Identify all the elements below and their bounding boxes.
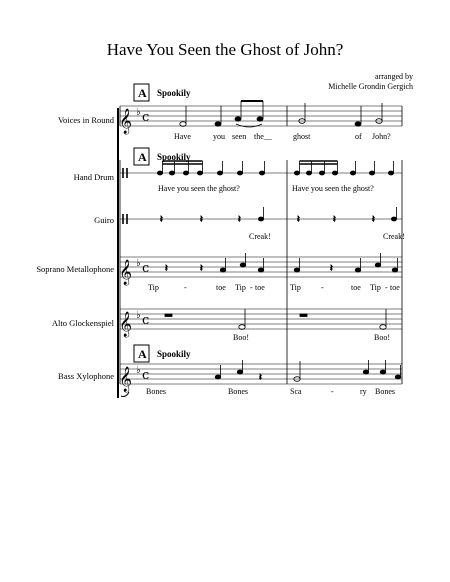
svg-text:𝄽: 𝄽	[333, 215, 336, 225]
percussion-clef-icons	[123, 168, 127, 224]
tempo-marking: Spookily	[157, 349, 191, 359]
xylophone-notes	[215, 360, 401, 383]
lyric: -	[184, 283, 187, 292]
rehearsal-mark: A	[138, 150, 147, 164]
lyric: you	[213, 132, 225, 141]
svg-text:𝄽: 𝄽	[165, 264, 168, 274]
tempo-marking: Spookily	[157, 152, 191, 162]
svg-text:𝄽: 𝄽	[372, 215, 375, 225]
lyric: Boo!	[233, 333, 249, 342]
lyric: Creak!	[383, 232, 405, 241]
lyric: -	[331, 387, 334, 396]
instrument-guiro: Guiro	[94, 215, 114, 225]
staff-lines	[120, 106, 402, 384]
lyric: seen	[232, 132, 247, 141]
metallophone-notes	[165, 253, 398, 274]
arranger-name: Michelle Grondin Gergich	[328, 82, 413, 91]
lyric: Bones	[146, 387, 166, 396]
arranged-by-label: arranged by	[375, 72, 413, 81]
lyric: Tip	[148, 283, 159, 292]
lyric: Have you seen the ghost?	[292, 184, 374, 193]
lyric: -	[321, 283, 324, 292]
svg-text:♭: ♭	[136, 365, 141, 376]
svg-text:𝄽: 𝄽	[330, 264, 333, 274]
svg-text:c: c	[142, 110, 150, 125]
lyric: ghost	[293, 132, 311, 141]
svg-text:𝄽: 𝄽	[297, 215, 300, 225]
instrument-bass-xylophone: Bass Xylophone	[58, 371, 114, 381]
svg-text:c: c	[142, 313, 150, 328]
lyric: Creak!	[249, 232, 271, 241]
svg-text:c: c	[142, 261, 150, 276]
lyric: toe	[351, 283, 361, 292]
svg-text:𝄞: 𝄞	[119, 367, 133, 392]
barlines	[120, 106, 402, 384]
svg-text:𝄽: 𝄽	[238, 215, 241, 225]
key-signature	[136, 107, 141, 376]
lyric: Sca	[290, 387, 302, 396]
lyric: Tip	[370, 283, 381, 292]
svg-text:𝄞: 𝄞	[119, 109, 133, 134]
lyric: toe	[216, 283, 226, 292]
svg-text:♭: ♭	[136, 107, 141, 118]
svg-text:𝄞: 𝄞	[119, 260, 133, 285]
instrument-hand-drum: Hand Drum	[73, 172, 114, 182]
lyric: Have	[174, 132, 191, 141]
lyric: Bones	[375, 387, 395, 396]
tempo-marking: Spookily	[157, 88, 191, 98]
lyric: Bones	[228, 387, 248, 396]
rehearsal-mark: A	[138, 347, 147, 361]
lyric: -	[250, 283, 253, 292]
lyric: ry	[360, 387, 367, 396]
lyric: the__	[254, 132, 272, 141]
score-title: Have You Seen the Ghost of John?	[106, 40, 344, 59]
lyric: John?	[372, 132, 391, 141]
instrument-soprano-metallophone: Soprano Metallophone	[36, 264, 114, 274]
svg-text:c: c	[142, 368, 150, 383]
rehearsal-mark: A	[138, 86, 147, 100]
lyric: toe	[390, 283, 400, 292]
guiro-notes	[160, 207, 397, 225]
lyric: toe	[255, 283, 265, 292]
voice-notes	[180, 101, 382, 127]
instrument-voices: Voices in Round	[57, 115, 114, 125]
svg-text:𝄽: 𝄽	[200, 215, 203, 225]
lyric: of	[355, 132, 362, 141]
lyric: Boo!	[374, 333, 390, 342]
instrument-alto-glockenspiel: Alto Glockenspiel	[51, 318, 114, 328]
lyric: -	[385, 283, 388, 292]
svg-text:𝄞: 𝄞	[119, 312, 133, 337]
svg-text:𝄽: 𝄽	[200, 264, 203, 274]
svg-text:𝄽: 𝄽	[259, 373, 262, 383]
treble-clef-icons	[119, 108, 132, 392]
lyric: Tip	[290, 283, 301, 292]
svg-text:𝄽: 𝄽	[160, 215, 163, 225]
lyric: Tip	[235, 283, 246, 292]
svg-text:♭: ♭	[136, 310, 141, 321]
svg-text:♭: ♭	[136, 258, 141, 269]
lyric: Have you seen the ghost?	[158, 184, 240, 193]
